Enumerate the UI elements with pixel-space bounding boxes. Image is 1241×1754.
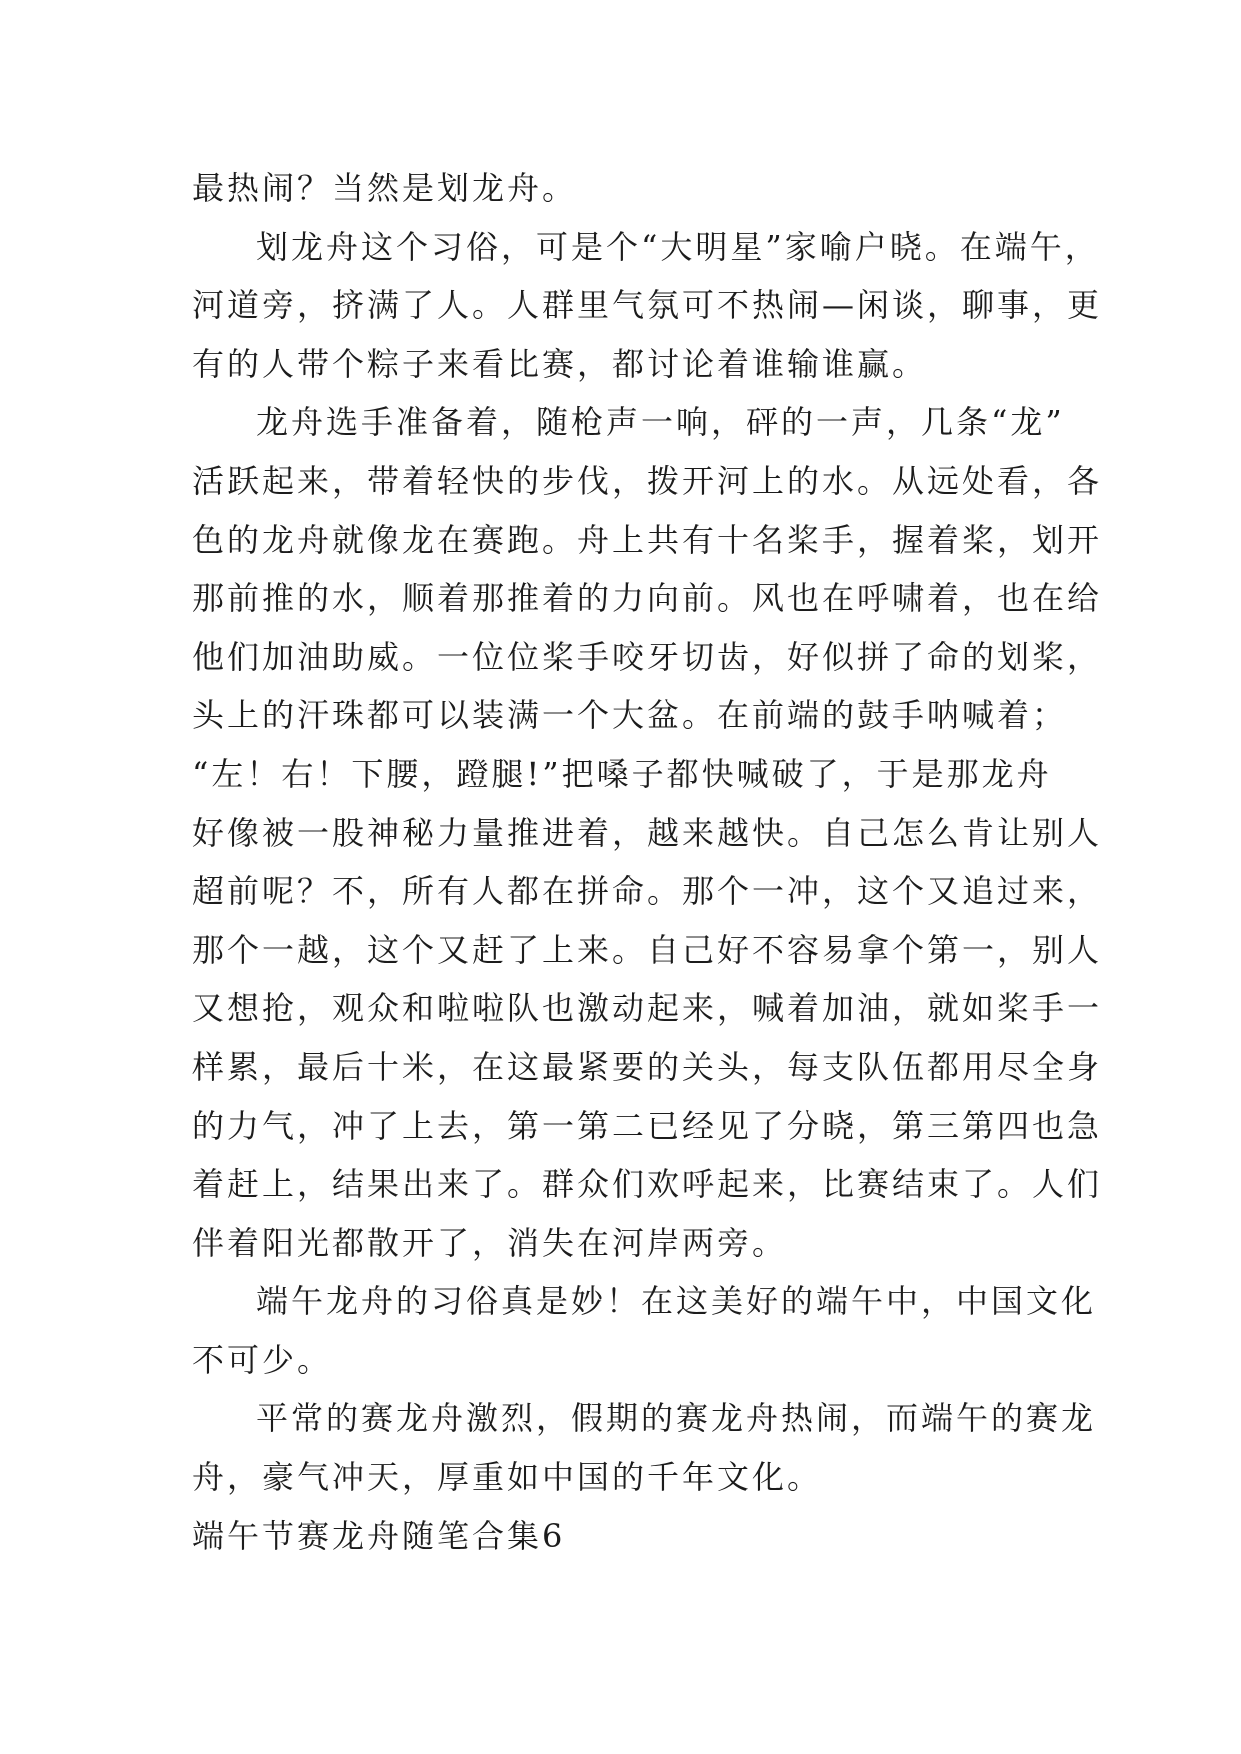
text-line: 不可少。 — [192, 1340, 333, 1379]
section-heading: 端午节赛龙舟随笔合集6 — [192, 1516, 566, 1555]
text-line: 有的人带个粽子来看比赛，都讨论着谁输谁赢。 — [192, 344, 928, 383]
text-line: 舟，豪气冲天，厚重如中国的千年文化。 — [192, 1458, 823, 1497]
text-line: 端午龙舟的习俗真是妙！在这美好的端午中，中国文化 — [256, 1282, 1097, 1321]
text-line: 又想抢，观众和啦啦队也激动起来，喊着加油，就如桨手一 — [192, 989, 1103, 1028]
text-line: 龙舟选手准备着，随枪声一响，砰的一声，几条“龙” — [256, 403, 1065, 442]
text-line: 那前推的水，顺着那推着的力向前。风也在呼啸着，也在给 — [192, 579, 1103, 618]
text-line: 伴着阳光都散开了，消失在河岸两旁。 — [192, 1223, 788, 1262]
text-line: 平常的赛龙舟激烈，假期的赛龙舟热闹，而端午的赛龙 — [256, 1399, 1097, 1438]
text-line: 他们加油助威。一位位桨手咬牙切齿，好似拼了命的划桨， — [192, 637, 1103, 676]
text-line: 划龙舟这个习俗，可是个“大明星”家喻户晓。在端午， — [256, 227, 1100, 266]
text-line: 那个一越，这个又赶了上来。自己好不容易拿个第一，别人 — [192, 930, 1103, 969]
text-line: 着赶上，结果出来了。群众们欢呼起来，比赛结束了。人们 — [192, 1165, 1103, 1204]
text-line: 好像被一股神秘力量推进着，越来越快。自己怎么肯让别人 — [192, 813, 1103, 852]
text-line: 头上的汗珠都可以装满一个大盆。在前端的鼓手呐喊着； — [192, 696, 1068, 735]
text-line: 河道旁，挤满了人。人群里气氛可不热闹—闲谈，聊事，更 — [192, 286, 1103, 325]
text-line: 色的龙舟就像龙在赛跑。舟上共有十名桨手，握着桨，划开 — [192, 520, 1103, 559]
text-line: “左！右！下腰，蹬腿!”把嗓子都快喊破了，于是那龙舟 — [192, 754, 1052, 793]
text-line: 样累，最后十米，在这最紧要的关头，每支队伍都用尽全身 — [192, 1047, 1103, 1086]
text-line: 最热闹？当然是划龙舟。 — [192, 169, 578, 207]
text-line: 的力气，冲了上去，第一第二已经见了分晓，第三第四也急 — [192, 1106, 1103, 1145]
text-line: 活跃起来，带着轻快的步伐，拨开河上的水。从远处看，各 — [192, 461, 1103, 500]
text-line: 超前呢？不，所有人都在拼命。那个一冲，这个又追过来， — [192, 872, 1103, 911]
essay-body — [192, 159, 1103, 1565]
